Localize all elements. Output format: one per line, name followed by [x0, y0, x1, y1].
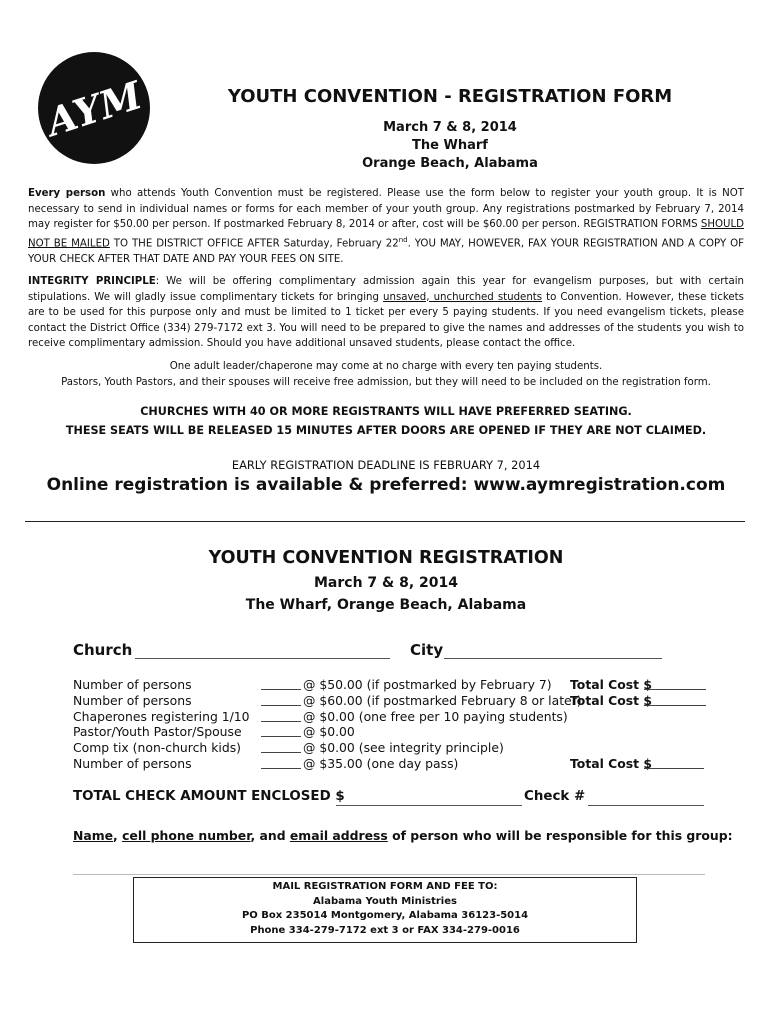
fee-rows — [73, 677, 723, 772]
integrity-lead: INTEGRITY PRINCIPLE — [28, 276, 156, 287]
fee-row-quantity-field[interactable] — [261, 740, 301, 753]
mail-line-2: Alabama Youth Ministries — [313, 895, 457, 907]
fee-row-price: @ $60.00 (if postmarked February 8 or later) — [303, 692, 582, 708]
fee-row — [73, 693, 723, 709]
intro-lead: Every person — [28, 188, 106, 199]
pastor-note: Pastors, Youth Pastors, and their spouses will receive free admission, but they will need to be included on the registration form. — [61, 377, 711, 388]
integrity-text-b: to Convention. However, these tickets are to be used for this purpose only and must be limited to 1 ticket per every 5 paying students. If you need evangelism tickets, please contact the District Office (334) 279-7172 ext 3. You will need to be prepared to give the names and addresses of the students you wish to receive complimentary admission. Should you have additional unsaved students, please contact the office. — [28, 291, 744, 350]
fee-row-quantity-field[interactable] — [261, 693, 301, 706]
contact-phone: cell phone number — [122, 828, 251, 843]
contact-instruction — [73, 828, 733, 843]
mail-line-4: Phone 334-279-7172 ext 3 or FAX 334-279-0016 — [250, 924, 520, 936]
form-location: The Wharf, Orange Beach, Alabama — [245, 597, 527, 613]
fee-row-label: Pastor/Youth Pastor/Spouse — [73, 724, 242, 740]
seating-notice-2: THESE SEATS WILL BE RELEASED 15 MINUTES AFTER DOORS ARE OPENED IF THEY ARE NOT CLAIMED. — [65, 424, 707, 437]
deadline-note: EARLY REGISTRATION DEADLINE IS FEBRUARY 7, 2014 — [231, 458, 541, 472]
fee-row-total-label: Total Cost $ — [570, 677, 653, 692]
total-check-field[interactable] — [336, 791, 522, 806]
fee-row-price: @ $50.00 (if postmarked by February 7) — [303, 677, 552, 692]
integrity-paragraph — [28, 274, 744, 352]
fee-row-quantity-field[interactable] — [261, 756, 301, 769]
fee-row-price: @ $0.00 (see integrity principle) — [303, 740, 504, 756]
contact-name: Name — [73, 828, 114, 843]
divider — [25, 521, 745, 522]
contact-sep: , and — [250, 828, 290, 843]
fee-row-price: @ $0.00 (one free per 10 paying students) — [303, 708, 568, 724]
fee-row-quantity-field[interactable] — [261, 677, 301, 690]
integrity-underline: unsaved, unchurched students — [383, 291, 543, 303]
form-date: March 7 & 8, 2014 — [313, 575, 459, 591]
fee-row-total-field[interactable] — [644, 756, 704, 769]
header-date: March 7 & 8, 2014 — [383, 120, 517, 135]
fee-row-total-label: Total Cost $ — [570, 692, 653, 708]
header-venue: The Wharf — [412, 138, 488, 153]
aym-logo-mark — [38, 52, 150, 164]
contact-email: email address — [289, 828, 388, 843]
fee-row-price: @ $35.00 (one day pass) — [303, 755, 459, 771]
fee-row-label: Number of persons — [73, 755, 192, 771]
fee-row — [73, 677, 723, 693]
total-check-label: TOTAL CHECK AMOUNT ENCLOSED $ — [73, 789, 345, 804]
intro-underline: SHOULD NOT BE MAILED — [28, 219, 744, 250]
fee-row-total-label: Total Cost $ — [570, 755, 653, 771]
form-title: YOUTH CONVENTION REGISTRATION — [208, 548, 564, 568]
aym-logo — [38, 52, 150, 164]
fee-row-price: @ $0.00 — [303, 724, 355, 740]
seating-notice-1: CHURCHES WITH 40 OR MORE REGISTRANTS WILL HAVE PREFERRED SEATING. — [140, 405, 632, 418]
check-number-label: Check # — [524, 789, 586, 804]
fee-row-label: Comp tix (non-church kids) — [73, 740, 241, 756]
mail-line-1: MAIL REGISTRATION FORM AND FEE TO: — [272, 881, 498, 892]
page-title: YOUTH CONVENTION - REGISTRATION FORM — [227, 86, 673, 107]
fee-row-label: Number of persons — [73, 692, 192, 708]
intro-text-b: TO THE DISTRICT OFFICE AFTER Saturday, February 22 — [109, 238, 399, 250]
logo-text: AYM — [41, 72, 148, 145]
fee-row-quantity-field[interactable] — [261, 709, 301, 722]
integrity-text-a: : We will be offering complimentary admission again this year for evangelism purposes, but with certain stipulations. We will gladly issue complimentary tickets for bringing — [28, 276, 744, 303]
intro-sup: nd — [398, 235, 408, 244]
mail-line-3: PO Box 235014 Montgomery, Alabama 36123-5014 — [241, 910, 529, 921]
check-number-field[interactable] — [588, 791, 704, 806]
chaperone-note: One adult leader/chaperone may come at no charge with every ten paying students. — [169, 361, 603, 372]
online-registration-note: Online registration is available & preferred: www.aymregistration.com — [46, 475, 726, 495]
intro-text-c: . YOU MAY, HOWEVER, FAX YOUR REGISTRATION AND A COPY OF YOUR CHECK AFTER THAT DATE AND PAY YOUR FEES ON SITE. — [28, 238, 744, 265]
mail-address-box — [133, 877, 637, 943]
fee-row-total-field[interactable] — [644, 693, 706, 706]
fee-row-quantity-field[interactable] — [261, 724, 301, 737]
fee-row — [73, 756, 723, 772]
intro-paragraph — [28, 186, 744, 267]
church-field[interactable] — [135, 644, 390, 659]
header-location: Orange Beach, Alabama — [362, 156, 538, 171]
fee-row-label: Number of persons — [73, 677, 192, 692]
fee-row — [73, 740, 723, 756]
fee-row — [73, 724, 723, 740]
fee-row-total-field[interactable] — [644, 677, 706, 690]
city-label: City — [410, 641, 444, 659]
contact-sep: , — [113, 828, 123, 843]
contact-rest: of person who will be responsible for this group: — [387, 828, 733, 843]
intro-text: who attends Youth Convention must be registered. Please use the form below to register your youth group. It is NOT necessary to send in individual names or forms for each member of your youth group. Any registrations postmarked by February 7, 2014 may register for $50.00 per person. If postmarked February 8, 2014 or after, cost will be $60.00 per person. REGISTRATION FORMS — [28, 188, 744, 231]
fee-row — [73, 709, 723, 725]
fee-row-label: Chaperones registering 1/10 — [73, 708, 250, 724]
city-field[interactable] — [444, 644, 662, 659]
church-label: Church — [73, 641, 133, 659]
contact-field[interactable] — [73, 874, 705, 875]
